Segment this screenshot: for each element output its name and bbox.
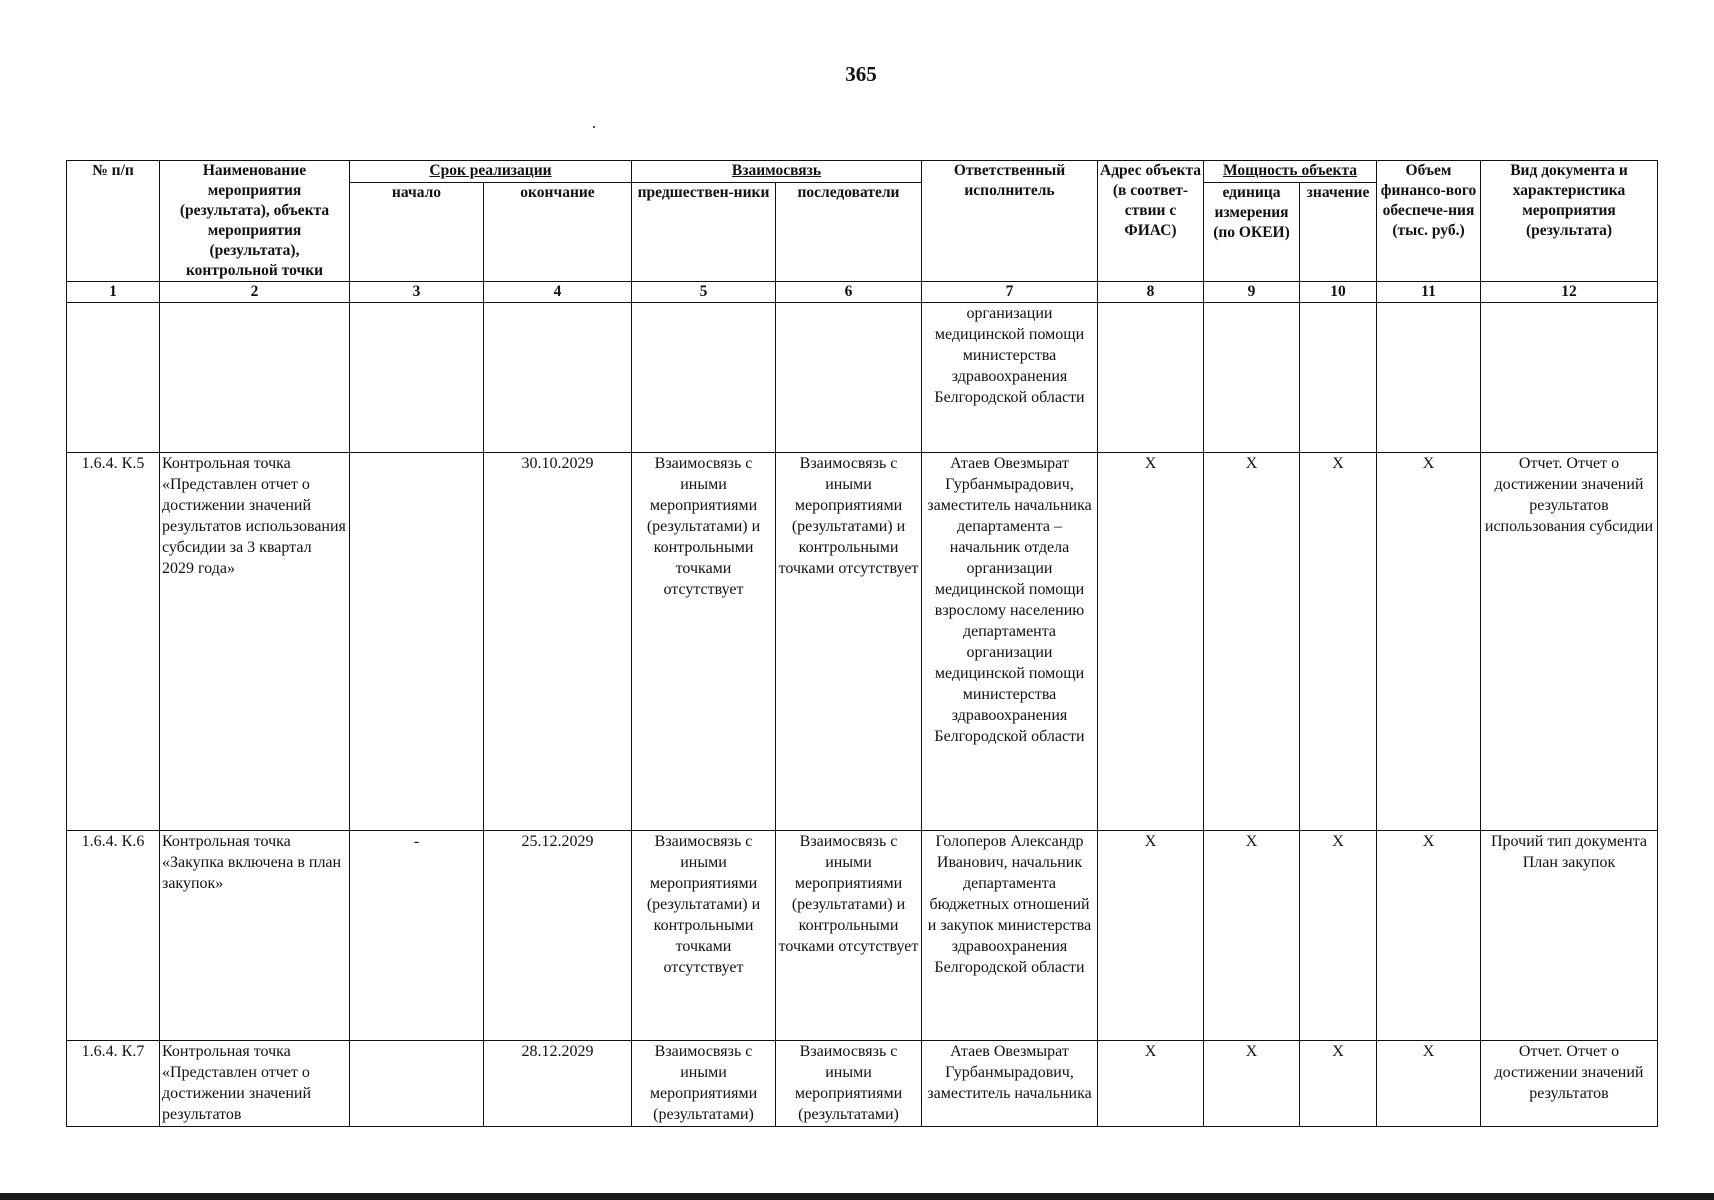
column-number-row [67,282,1658,303]
cell-num: 1.6.4. К.6 [67,831,160,1041]
column-number: 9 [1204,282,1300,303]
cell-name: Контрольная точка «Закупка включена в план закупок» [160,831,350,1041]
cell-value: X [1300,1041,1377,1127]
cell-next: Взаимосвязь с иными мероприятиями (результатами) и контрольными точками отсутствует [776,453,922,831]
column-number: 11 [1377,282,1481,303]
column-number: 12 [1481,282,1658,303]
cell-address: X [1098,1041,1204,1127]
cell-num: 1.6.4. К.5 [67,453,160,831]
cell-doc [1481,303,1658,453]
column-number: 3 [350,282,484,303]
scan-speck [593,126,595,128]
header-term-group: Срок реализации [350,161,632,183]
cell-value [1300,303,1377,453]
cell-finance [1377,303,1481,453]
cell-next: Взаимосвязь с иными мероприятиями (результатами) и контрольными точками отсутствует [776,831,922,1041]
header-row-groups [67,161,1658,183]
page-number: 365 [845,62,877,86]
cell-start [350,453,484,831]
cell-start [350,303,484,453]
cell-unit: X [1204,831,1300,1041]
column-number: 2 [160,282,350,303]
cell-name: Контрольная точка «Представлен отчет о достижении значений результатов [160,1041,350,1127]
cell-unit [1204,303,1300,453]
header-term-end: окончание [484,182,632,281]
cell-prev: Взаимосвязь с иными мероприятиями (результатами) и контрольными точками отсутствует [632,453,776,831]
cell-name [160,303,350,453]
header-num: № п/п [67,161,160,282]
cell-unit: X [1204,453,1300,831]
column-number: 6 [776,282,922,303]
cell-doc: Отчет. Отчет о достижении значений результатов использования субсидии [1481,453,1658,831]
cell-end: 28.12.2029 [484,1041,632,1127]
cell-prev [632,303,776,453]
cell-responsible: Атаев Овезмырат Гурбанмырадович, заместитель начальника департамента – начальник отдела организации медицинской помощи взрослому населению департамента организации медицинской помощи министерства здравоохранения Белгородской области [922,453,1098,831]
cell-finance: X [1377,1041,1481,1127]
header-capacity-value: значение [1300,182,1377,281]
cell-responsible: организации медицинской помощи министерства здравоохранения Белгородской области [922,303,1098,453]
column-number: 4 [484,282,632,303]
cell-value: X [1300,453,1377,831]
table-row [67,303,1658,453]
cell-end: 30.10.2029 [484,453,632,831]
header-term-start: начало [350,182,484,281]
column-number: 5 [632,282,776,303]
column-number: 8 [1098,282,1204,303]
cell-next [776,303,922,453]
cell-address [1098,303,1204,453]
cell-responsible: Атаев Овезмырат Гурбанмырадович, заместитель начальника [922,1041,1098,1127]
cell-responsible: Голоперов Александр Иванович, начальник департамента бюджетных отношений и закупок министерства здравоохранения Белгородской области [922,831,1098,1041]
header-capacity-unit: единица измерения (по ОКЕИ) [1204,182,1300,281]
cell-doc: Отчет. Отчет о достижении значений результатов [1481,1041,1658,1127]
cell-num: 1.6.4. К.7 [67,1041,160,1127]
cell-end [484,303,632,453]
cell-unit: X [1204,1041,1300,1127]
table-row [67,831,1658,1041]
scan-bottom-edge [0,1193,1714,1200]
cell-end: 25.12.2029 [484,831,632,1041]
cell-prev: Взаимосвязь с иными мероприятиями (результатами) [632,1041,776,1127]
cell-next: Взаимосвязь с иными мероприятиями (результатами) [776,1041,922,1127]
column-number: 10 [1300,282,1377,303]
cell-address: X [1098,453,1204,831]
cell-prev: Взаимосвязь с иными мероприятиями (результатами) и контрольными точками отсутствует [632,831,776,1041]
column-number: 7 [922,282,1098,303]
table-row [67,453,1658,831]
header-doc-type: Вид документа и характеристика мероприятия (результата) [1481,161,1658,282]
column-number: 1 [67,282,160,303]
cell-doc: Прочий тип документа План закупок [1481,831,1658,1041]
cell-address: X [1098,831,1204,1041]
header-link-group: Взаимосвязь [632,161,922,183]
cell-num [67,303,160,453]
cell-name: Контрольная точка «Представлен отчет о достижении значений результатов использования субсидии за 3 квартал 2029 года» [160,453,350,831]
cell-finance: X [1377,831,1481,1041]
header-link-prev: предшествен-ники [632,182,776,281]
cell-finance: X [1377,453,1481,831]
header-link-next: последователи [776,182,922,281]
plan-table [66,160,1658,1127]
header-finance: Объем финансо-вого обеспече-ния (тыс. руб.) [1377,161,1481,282]
cell-start: - [350,831,484,1041]
header-address: Адрес объекта (в соответ-ствии с ФИАС) [1098,161,1204,282]
header-capacity-group: Мощность объекта [1204,161,1377,183]
table-row [67,1041,1658,1127]
cell-start [350,1041,484,1127]
cell-value: X [1300,831,1377,1041]
header-name: Наименование мероприятия (результата), объекта мероприятия (результата), контрольной точки [160,161,350,282]
header-responsible: Ответственный исполнитель [922,161,1098,282]
